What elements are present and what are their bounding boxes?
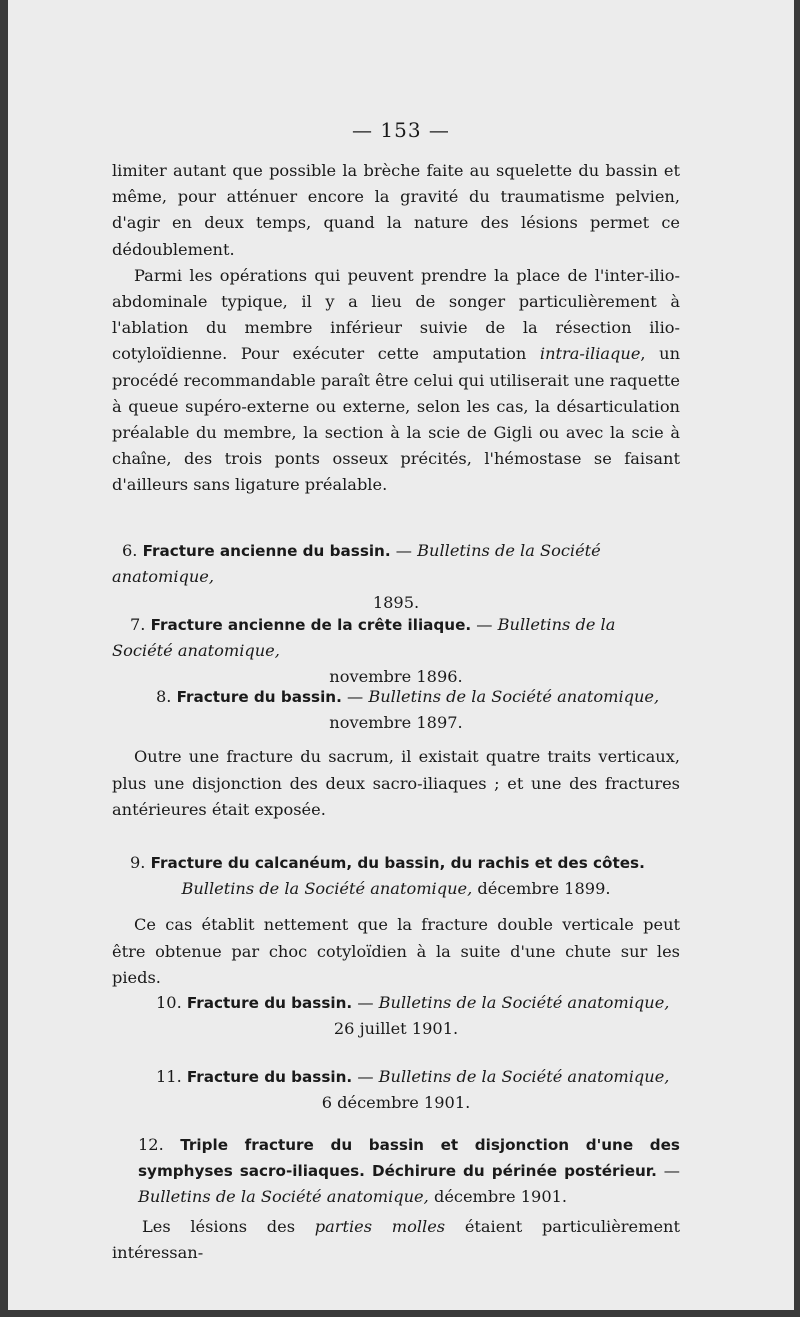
page-number: — 153 — — [352, 118, 450, 142]
reference-7: 7. Fracture ancienne de la crête iliaque. — Bulletins de la Société anatomique, novembre 1896. — [112, 615, 616, 686]
paragraph-sacrum: Outre une fracture du sacrum, il existait quatre traits verticaux, plus une disjonction des deux sacro-iliaques ; et une des fractures antérieures était exposée. — [112, 747, 680, 819]
reference-8: 8. Fracture du bassin. — Bulletins de la Société anatomique, novembre 1897. — [156, 687, 660, 732]
reference-10: 10. Fracture du bassin. — Bulletins de la Société anatomique, 26 juillet 1901. — [156, 993, 670, 1038]
paragraph-cotyloid: Ce cas établit nettement que la fracture double verticale peut être obtenue par choc cotyloïdien à la suite d'une chute sur les pieds. — [112, 915, 680, 987]
paragraph-soft-tissues: Les lésions des parties molles étaient particulièrement intéressan- — [112, 1217, 680, 1262]
reference-6: 6. Fracture ancienne du bassin. — Bulletins de la Société anatomique, 1895. — [112, 541, 601, 612]
opening-text — [112, 158, 680, 499]
paragraph-operations: Parmi les opérations qui peuvent prendre la place de l'inter-ilio-abdominale typique, il y a lieu de songer particulièrement à l'ablation du membre inférieur suivie de la résection ilio-cotyloïdienne. Pour exécuter cette amputation intra-iliaque, un procédé recommandable paraît être celui qui utiliserait une raquette à queue supéro-externe ou externe, selon les cas, la désarticulation préalable du membre, la section à la scie de Gigli ou avec la scie à chaîne, des trois ponts osseux précités, l'hémostase se faisant d'ailleurs sans ligature préalable. — [112, 265, 680, 495]
paragraph-continuation: limiter autant que possible la brèche faite au squelette du bassin et même, pour atténuer encore la gravité du traumatisme pelvien, d'agir en deux temps, quand la nature des lésions permet ce dédoublement. — [112, 161, 680, 259]
reference-9: 9. Fracture du calcanéum, du bassin, du rachis et des côtes. Bulletins de la Société anatomique, décembre 1899. — [130, 853, 645, 898]
reference-12: 12. Triple fracture du bassin et disjonction d'une des symphyses sacro-iliaques. Déchirure du périnée postérieur. — Bulletins de la Société anatomique, décembre 1901. — [138, 1135, 680, 1206]
reference-11: 11. Fracture du bassin. — Bulletins de la Société anatomique, 6 décembre 1901. — [156, 1067, 670, 1112]
